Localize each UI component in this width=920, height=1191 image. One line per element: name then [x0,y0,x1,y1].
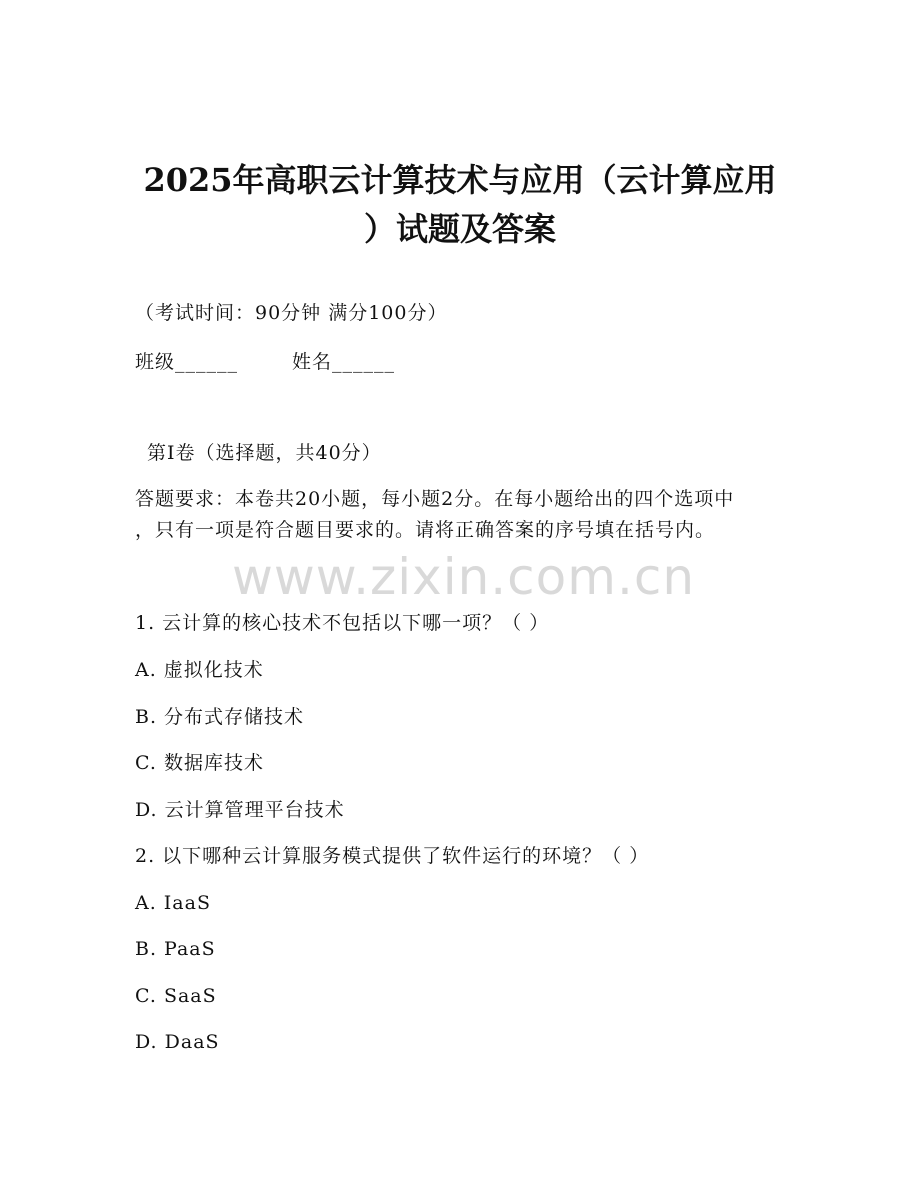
question-1-option-c: C. 数据库技术 [135,752,264,774]
class-field-label: 班级______ [135,351,239,373]
question-2-option-a: A. IaaS [135,892,211,914]
watermark: www.zixin.com.cn [232,548,696,606]
section-heading: 第I卷（选择题，共40分） [147,442,382,464]
question-2-option-b: B. PaaS [135,938,216,960]
question-2-stem: 2. 以下哪种云计算服务模式提供了软件运行的环境？（ ） [135,845,650,867]
document-title-line-1: 2025年高职云计算技术与应用（云计算应用 [143,161,777,199]
student-fields [135,349,395,375]
instructions-line-1: 答题要求：本卷共20小题，每小题2分。在每小题给出的四个选项中 [135,488,735,510]
name-field-label: 姓名______ [292,351,396,373]
document-title-line-2: ）试题及答案 [363,210,556,248]
instructions-line-2: ，只有一项是符合题目要求的。请将正确答案的序号填在括号内。 [135,519,716,541]
question-1-stem: 1. 云计算的核心技术不包括以下哪一项？（ ） [135,612,550,634]
question-1-option-d: D. 云计算管理平台技术 [135,799,345,821]
exam-info: （考试时间：90分钟 满分100分） [135,302,448,324]
question-1-option-a: A. 虚拟化技术 [135,659,264,681]
question-2-option-c: C. SaaS [135,985,217,1007]
question-1-option-b: B. 分布式存储技术 [135,706,305,728]
question-2-option-d: D. DaaS [135,1031,220,1053]
